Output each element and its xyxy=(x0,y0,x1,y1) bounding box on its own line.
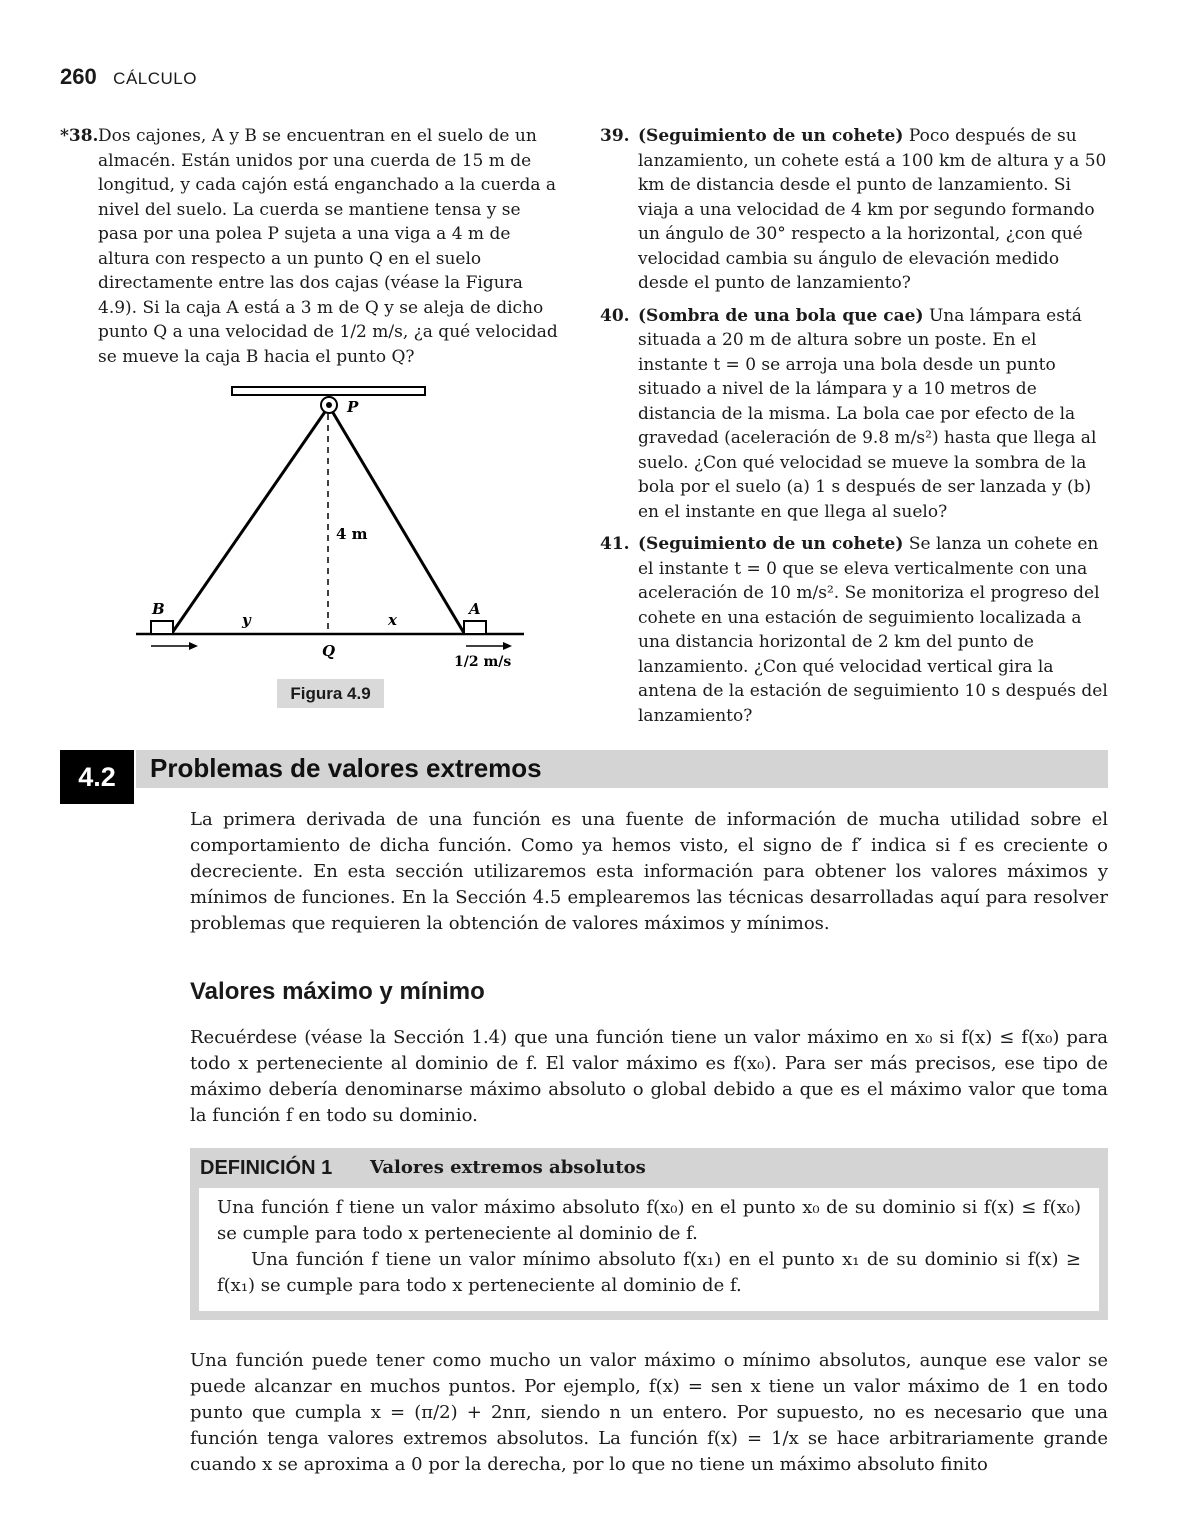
definition-label: DEFINICIÓN 1 xyxy=(200,1157,333,1179)
label-b: B xyxy=(152,600,165,618)
paragraph-2-text: Recuérdese (véase la Sección 1.4) que una función tiene un valor máximo en x₀ si f(x) ≤ f(x₀) para todo x perteneciente al dominio de f. El valor máximo es f(x₀). Para ser más precisos, ese tipo de máximo debería denominarse máximo absoluto o global debido a que es el máximo valor que toma la función f en todo su dominio. xyxy=(190,1027,1108,1126)
exercise-number: 40. xyxy=(600,305,630,326)
arrow-right-head xyxy=(503,642,512,650)
paragraph-2 xyxy=(190,1025,1108,1129)
definition-max: Una función f tiene un valor máximo absoluto f(x₀) en el punto x₀ de su dominio si f(x) ≤ f(x₀) se cumple para todo x perteneciente al dominio de f. xyxy=(217,1197,1081,1244)
box-a xyxy=(464,621,486,634)
exercise-text: Poco después de su lanzamiento, un cohete está a 100 km de altura y a 50 km de distancia desde el punto de lanzamiento. Si viaja a una velocidad de 4 km por segundo formando un ángulo de 30° respecto a la horizontal, ¿con qué velocidad cambia su ángulo de elevación medido desde el punto de lanzamiento? xyxy=(638,126,1107,293)
exercise-number: 39. xyxy=(600,126,630,146)
section-header xyxy=(60,750,1108,804)
exercise-38 xyxy=(60,124,560,369)
exercise-text: Dos cajones, A y B se encuentran en el suelo de un almacén. Están unidos por una cuerda de 15 m de longitud, y cada cajón está enganchado a la cuerda a nivel del suelo. La cuerda se mantiene tensa y se pasa por una polea P sujeta a una viga a 4 m de altura con respecto a un punto Q en el suelo directamente entre las dos cajas (véase la Figura 4.9). Si la caja A está a 3 m de Q y se aleja de dicho punto Q a una velocidad de 1/2 m/s, ¿a qué velocidad se mueve la caja B hacia el punto Q? xyxy=(98,126,558,367)
section-title: Problemas de valores extremos xyxy=(150,753,542,783)
definition-box xyxy=(190,1148,1108,1320)
exercise-title: (Sombra de una bola que cae) xyxy=(638,305,924,326)
exercise-title: (Seguimiento de un cohete) xyxy=(638,534,904,554)
label-y: y xyxy=(242,611,251,629)
exercise-number: 41. xyxy=(600,534,630,554)
exercise-41 xyxy=(600,532,1110,728)
definition-min: Una función f tiene un valor mínimo absoluto f(x₁) en el punto x₁ de su dominio si f(x) ≥ f(x₁) se cumple para todo x perteneciente al dominio de f. xyxy=(217,1249,1081,1296)
arrow-left-head xyxy=(189,642,198,650)
label-speed: 1/2 m/s xyxy=(454,654,512,670)
exercise-number: *38. xyxy=(60,126,99,146)
page-number: 260 xyxy=(60,64,97,89)
definition-body xyxy=(199,1188,1099,1311)
paragraph-3 xyxy=(190,1348,1108,1478)
page-header xyxy=(60,64,197,90)
ceiling-beam xyxy=(232,387,425,395)
subheading: Valores máximo y mínimo xyxy=(190,978,485,1005)
figure-caption: Figura 4.9 xyxy=(277,679,384,708)
box-b xyxy=(151,621,173,634)
intro-text: La primera derivada de una función es una fuente de información de mucha utilidad sobre el comportamiento de dicha función. Como ya hemos visto, el signo de f′ indica si f es creciente o decreciente. En esta sección utilizaremos esta información para obtener los valores máximos y mínimos de funciones. En la Sección 4.5 emplearemos las técnicas desarrolladas aquí para resolver problemas que requieren la obtención de valores máximos y mínimos. xyxy=(190,809,1108,934)
figure-4-9 xyxy=(136,380,528,712)
definition-title: Valores extremos absolutos xyxy=(370,1157,646,1178)
left-column xyxy=(60,124,560,377)
running-title: CÁLCULO xyxy=(113,69,197,88)
exercise-39 xyxy=(600,124,1110,296)
rope-right xyxy=(329,406,464,633)
exercise-text: Una lámpara está situada a 20 m de altura sobre un poste. En el instante t = 0 se arroja una bola desde un punto situado a nivel de la lámpara y a 10 metros de distancia de la misma. La bola cae por efecto de la gravedad (aceleración de 9.8 m/s²) hasta que llega al suelo. ¿Con qué velocidad se mueve la sombra de la bola por el suelo (a) 1 s después de ser lanzada y (b) en el instante en que llega al suelo? xyxy=(638,305,1097,522)
label-height: 4 m xyxy=(336,525,368,543)
paragraph-3-text: Una función puede tener como mucho un valor máximo o mínimo absolutos, aunque ese valor se puede alcanzar en muchos puntos. Por ejemplo, f(x) = sen x tiene un valor máximo de 1 en todo punto que cumpla x = (π/2) + 2nπ, siendo n un entero. Por supuesto, no es necesario que una función tenga valores extremos absolutos. La función f(x) = 1/x se hace arbitrariamente grande cuando x se aproxima a 0 por la derecha, por lo que no tiene un máximo absoluto finito xyxy=(190,1350,1108,1475)
intro-paragraph xyxy=(190,807,1108,937)
exercise-title: (Seguimiento de un cohete) xyxy=(638,126,904,146)
right-column xyxy=(600,124,1110,736)
rope-left xyxy=(172,406,329,633)
label-x: x xyxy=(388,611,397,629)
section-title-bar xyxy=(134,750,1108,788)
label-a: A xyxy=(469,600,481,618)
section-number: 4.2 xyxy=(60,750,134,804)
exercise-text: Se lanza un cohete en el instante t = 0 que se eleva verticalmente con una aceleración de 10 m/s². Se monitoriza el progreso del cohete en una estación de seguimiento localizada a una distancia horizontal de 2 km del punto de lanzamiento. ¿Con qué velocidad vertical gira la antena de la estación de seguimiento 10 s después del lanzamiento? xyxy=(638,534,1108,726)
label-p: P xyxy=(347,398,359,416)
label-q: Q xyxy=(322,642,336,660)
exercise-40 xyxy=(600,304,1110,525)
